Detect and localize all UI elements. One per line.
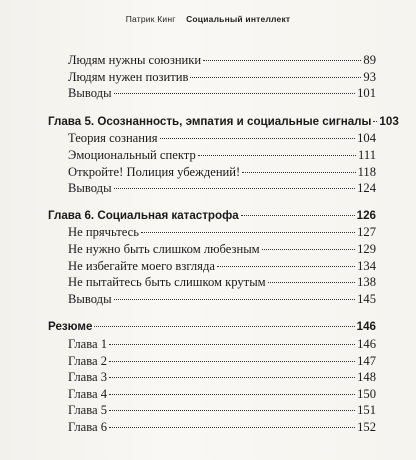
toc-entry [48, 147, 376, 164]
table-of-contents [48, 52, 399, 435]
dot-leader [109, 377, 355, 378]
toc-entry [48, 419, 376, 436]
toc-chapter-page: 126 [356, 208, 376, 222]
header-author: Патрик Кинг [125, 14, 176, 24]
dot-leader [241, 215, 355, 216]
dot-leader [94, 326, 354, 327]
toc-entry [48, 402, 376, 419]
running-header [0, 14, 416, 24]
toc-entry-label: Теория сознания [68, 131, 158, 146]
toc-entry-label: Людям нужен позитив [68, 69, 189, 84]
toc-entry-label: Выводы [68, 86, 112, 101]
dot-leader [109, 394, 355, 395]
dot-leader [141, 232, 355, 233]
dot-leader [198, 155, 356, 156]
dot-leader [268, 282, 355, 283]
dot-leader [262, 249, 355, 250]
toc-entry [48, 130, 376, 147]
toc-entry-page: 111 [358, 147, 376, 162]
toc-entry [48, 386, 376, 403]
dot-leader [114, 93, 356, 94]
toc-entry-page: 118 [357, 164, 376, 179]
toc-entry [48, 164, 376, 181]
dot-leader [114, 188, 356, 189]
toc-entry-label: Эмоциональный спектр [68, 147, 196, 162]
toc-entry-page: 104 [357, 131, 376, 146]
toc-entry-label: Глава 3 [68, 370, 108, 385]
toc-entry-page: 93 [363, 69, 376, 84]
toc-entry-page: 150 [357, 386, 376, 401]
toc-entry-page: 127 [357, 225, 376, 240]
toc-chapter-label: Резюме [48, 320, 93, 334]
toc-entry [48, 369, 376, 386]
toc-entry-page: 89 [363, 53, 376, 67]
toc-entry-page: 138 [357, 275, 376, 290]
toc-entry-page: 145 [357, 291, 376, 306]
toc-chapter-page: 146 [356, 320, 376, 334]
toc-entry [48, 180, 376, 197]
dot-leader [190, 77, 361, 78]
toc-entry-label: Глава 2 [68, 353, 108, 368]
toc-entry [48, 241, 376, 258]
toc-entry-label: Глава 1 [68, 336, 108, 351]
toc-entry-page: 152 [357, 419, 376, 434]
toc-entry-label: Откройте! Полиция убеждений! [68, 164, 241, 179]
toc-entry-label: Не прячьтесь [68, 225, 139, 240]
toc-entry-label: Не нужно быть слишком любезным [68, 241, 260, 256]
toc-entry [48, 69, 376, 86]
dot-leader [109, 427, 355, 428]
toc-entry [48, 52, 376, 69]
toc-entry-page: 148 [357, 370, 376, 385]
toc-entry [48, 258, 376, 275]
toc-entry [48, 353, 376, 370]
dot-leader [373, 121, 377, 122]
toc-entry-label: Людям нужны союзники [68, 53, 202, 67]
toc-entry-page: 134 [357, 258, 376, 273]
dot-leader [160, 138, 356, 139]
toc-entry-label: Глава 5 [68, 403, 108, 418]
toc-entry-label: Не избегайте моего взгляда [68, 258, 215, 273]
header-title: Социальный интеллект [186, 14, 291, 24]
dot-leader [109, 410, 355, 411]
toc-entry-page: 129 [357, 241, 376, 256]
toc-chapter [48, 114, 399, 131]
toc-entry-label: Глава 4 [68, 386, 108, 401]
toc-entry-label: Выводы [68, 181, 112, 196]
toc-entry-label: Не пытайтесь быть слишком крутым [68, 275, 266, 290]
toc-chapter [48, 208, 376, 225]
dot-leader [109, 361, 355, 362]
toc-entry [48, 291, 376, 308]
toc-entry-page: 124 [357, 181, 376, 196]
toc-chapter-label: Глава 6. Социальная катастрофа [48, 208, 239, 222]
dot-leader [217, 266, 355, 267]
toc-entry-page: 101 [357, 86, 376, 101]
toc-entry-label: Глава 6 [68, 419, 108, 434]
dot-leader [114, 299, 356, 300]
toc-chapter [48, 319, 376, 336]
toc-entry-page: 151 [357, 403, 376, 418]
toc-chapter-page: 103 [379, 114, 399, 128]
dot-leader [203, 60, 361, 61]
toc-chapter-label: Глава 5. Осознанность, эмпатия и социальные сигналы [48, 114, 372, 128]
toc-entry [48, 336, 376, 353]
toc-entry-label: Выводы [68, 291, 112, 306]
dot-leader [242, 172, 355, 173]
toc-entry-page: 147 [357, 353, 376, 368]
toc-entry [48, 224, 376, 241]
dot-leader [109, 344, 355, 345]
toc-entry-page: 146 [357, 336, 376, 351]
toc-entry [48, 85, 376, 102]
toc-entry [48, 274, 376, 291]
